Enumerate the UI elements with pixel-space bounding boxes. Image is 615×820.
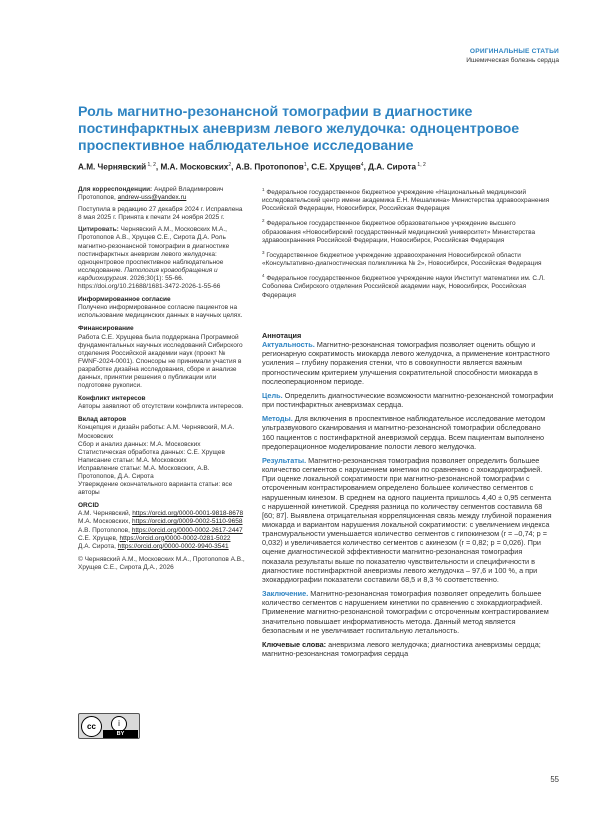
orcid-entry bbox=[78, 527, 246, 535]
cc-icon: cc bbox=[81, 716, 102, 737]
affiliation-number: 4 bbox=[262, 273, 265, 279]
orcid-author: С.Е. Хрущев, bbox=[78, 534, 120, 542]
abstract-paragraph bbox=[262, 414, 554, 451]
funding-heading: Финансирование bbox=[78, 325, 134, 333]
page-number: 55 bbox=[550, 775, 559, 784]
affiliation-text: Федеральное государственное бюджетное учреждение науки Институт математики им. С.Л. Соболева Сибирского отделения Российской академии наук, Новосибирск, Российская Федерация bbox=[262, 275, 545, 299]
affiliation-text: Федеральное государственное бюджетное учреждение «Национальный медицинский исследовательский центр имени академика Е.Н. Мешалкина» Министерства здравоохранения Российской Федерации, Новосибирск, Российская Федерация bbox=[262, 189, 550, 213]
author-affil: 1 bbox=[303, 162, 307, 168]
contributions-list bbox=[78, 424, 246, 497]
abstract-text: Магнитно-резонансная томография позволяет оценить общую и регионарную сократимость миокарда левого желудочка, а применение контрастного усиления – глубину поражения стенки, что в совокупности является важным прогностическим критерием улучшения сократительной способности миокарда в послеоперационном периоде. bbox=[262, 340, 550, 386]
citation bbox=[78, 226, 246, 291]
journal-section: ОРИГИНАЛЬНЫЕ СТАТЬИ bbox=[469, 48, 559, 55]
affiliation-text: Государственное бюджетное учреждение здравоохранения Новосибирской области «Консультативно-диагностическая поликлиника № 2», Новосибирск, Российская Федерация bbox=[262, 252, 542, 268]
correspondence-email-link[interactable]: andrew-uss@yandex.ru bbox=[117, 194, 187, 202]
orcid-entry bbox=[78, 543, 246, 551]
author-name: А.М. Чернявский bbox=[78, 162, 147, 172]
cc-by-label: BY bbox=[103, 730, 138, 738]
affiliation-text: Федеральное государственное бюджетное образовательное учреждение высшего образования «Новосибирский государственный медицинский университет» Министерства здравоохранения Российской Федерации, Новосибирск, Российская Федерация bbox=[262, 220, 536, 244]
author-separator: , bbox=[155, 162, 161, 172]
citation-text: Чернявский А.М., Московских М.А., Протопопов А.В., Хрущев С.Е., Сирота Д.А. Роль магнитно-резонансной томографии в диагностике постинфарктных аневризм левого желудочка: одноцентровое проспективное наблюдательное исследование. bbox=[78, 226, 230, 274]
author-list bbox=[78, 162, 426, 172]
funding-text: Работа С.Е. Хрущева была поддержана Программой фундаментальных научных исследований Сибирского отделения Российской академии наук (проект № FWNF-2024-0001). Спонсоры не принимали участия в разработке дизайна исследования, сборе и анализе данных, принятии решения о публикации или подготовке рукописи. bbox=[78, 333, 243, 390]
abstract-label: Заключение. bbox=[262, 589, 309, 599]
orcid-entry bbox=[78, 518, 246, 526]
abstract-text: Определить диагностические возможности магнитно-резонансной томографии при постинфарктных аневризмах сердца. bbox=[262, 390, 554, 410]
abstract-label: Методы. bbox=[262, 414, 293, 424]
orcid-link[interactable]: https://orcid.org/0009-0002-5110-9658 bbox=[132, 518, 243, 526]
keywords-label: Ключевые слова: bbox=[262, 639, 327, 649]
orcid-author: А.В. Протопопов, bbox=[78, 526, 132, 534]
author-affil: 2 bbox=[228, 162, 232, 168]
author-separator: , bbox=[231, 162, 236, 172]
affiliation-number: 2 bbox=[262, 218, 265, 224]
orcid-link[interactable]: https://orcid.org/0000-0002-2617-2447 bbox=[131, 526, 243, 534]
author-affil: 4 bbox=[360, 162, 364, 168]
author-affil: 1, 2 bbox=[146, 162, 156, 168]
abstract-label: Результаты. bbox=[262, 455, 307, 465]
orcid-link[interactable]: https://orcid.org/0000-0002-9940-3541 bbox=[117, 542, 229, 550]
abstract-text: Магнитно-резонансная томография позволяет определить большее количество сегментов с нарушением кинетики по сравнению с эхокардиографией. При оценке локальной сократимости при магнитно-резонансной томографии с отсроченным контрастированием определено большее количество сегментов с нарушенным кинезом. В среднем на одного пациента пришлось 4,40 ± 0,95 сегмента с нарушенной кинетикой. Средняя разница по количеству сегментов составила 68 [60; 87]. Выявлена отрицательная корреляционная связь между глубиной поражения миокарда и вариантом нарушения локальной сократимости: с увеличением индекса трансмуральности уменьшается количество сегментов с гипокинезом (r = –0,74; p = 0,032) и увеличивается количество сегментов с акинезом (r = 0,82; p = 0,026). При оценке диагностической эффективности магнитно-резонансная томография показала результаты выше по показателю чувствительности и специфичности в диагностике постинфарктной аневризмы левого желудочка – 97,6 и 100 %, а при эхокардиографии показатели составили 68,5 и 8,3 % соответственно. bbox=[262, 455, 552, 584]
abstract-label: Актуальность. bbox=[262, 340, 315, 350]
contribution-line: Утверждение окончательного варианта статьи: все авторы bbox=[78, 481, 233, 497]
affiliation bbox=[262, 217, 554, 244]
citation-label: Цитировать: bbox=[78, 226, 119, 234]
correspondence-label: Для корреспонденции: bbox=[78, 186, 153, 193]
author-separator: , bbox=[306, 162, 312, 172]
journal-subsection: Ишемическая болезнь сердца bbox=[466, 57, 559, 64]
contribution-line: Сбор и анализ данных: М.А. Московских bbox=[78, 440, 201, 448]
keywords bbox=[262, 640, 554, 658]
affiliations bbox=[262, 186, 554, 304]
affiliation bbox=[262, 186, 554, 213]
contribution-line: Написание статьи: М.А. Московских bbox=[78, 456, 187, 464]
orcid-author: М.А. Московских, bbox=[78, 518, 133, 526]
contributions-heading: Вклад авторов bbox=[78, 416, 127, 424]
abstract-text: Магнитно-резонансная томография позволяет определить большее количество сегментов с нарушением кинетики по сравнению с эхокардиографией. Применение магнитно-резонансной томографии с отсроченным контрастированием значительно повышает информативность метода. Данный метод является безопасным и не увеличивает госпитальную летальность. bbox=[262, 589, 549, 635]
conflict-text: Авторы заявляют об отсутствии конфликта интересов. bbox=[78, 403, 244, 411]
author-name: Д.А. Сирота bbox=[368, 162, 417, 172]
consent-heading: Информированное согласие bbox=[78, 296, 171, 304]
conflict-heading: Конфликт интересов bbox=[78, 395, 146, 403]
left-info-column bbox=[78, 186, 246, 576]
abstract-paragraph bbox=[262, 391, 554, 409]
contribution-line: Исправление статьи: М.А. Московских, А.В. Протопопов, Д.А. Сирота bbox=[78, 464, 210, 480]
orcid-entry bbox=[78, 535, 246, 543]
contribution-line: Статистическая обработка данных: С.Е. Хрущев bbox=[78, 448, 225, 456]
orcid-entry bbox=[78, 510, 246, 518]
abstract-text: Для включения в проспективное наблюдательное исследование методом ультразвукового сканирования и магнитно-резонансной томографии обследовано 160 пациентов с постинфарктной аневризмой сердца. Всем пациентам выполнено предоперационное моделирование полости левого желудочка. bbox=[262, 414, 546, 451]
author-affil: 1, 2 bbox=[416, 162, 426, 168]
abstract-paragraph bbox=[262, 456, 554, 584]
abstract-paragraph bbox=[262, 589, 554, 635]
consent-text: Получено информированное согласие пациентов на использование медицинских данных в научных целях. bbox=[78, 304, 243, 320]
author-name: М.А. Московских bbox=[160, 162, 229, 172]
received-dates: Поступила в редакцию 27 декабря 2024 г. Исправлена 8 мая 2025 г. Принята к печати 24 ноября 2025 г. bbox=[78, 206, 243, 222]
correspondence-text: Андрей Владимирович Протопопов, bbox=[78, 186, 224, 202]
copyright: © Чернявский А.М., Московских М.А., Протопопов А.В., Хрущев С.Е., Сирота Д.А., 2026 bbox=[78, 555, 245, 571]
orcid-link[interactable]: https://orcid.org/0000-0002-0281-5022 bbox=[119, 534, 231, 542]
orcid-author: А.М. Чернявский, bbox=[78, 510, 133, 518]
citation-journal: Патология кровообращения и кардиохирургия bbox=[78, 266, 218, 282]
affiliation bbox=[262, 249, 554, 268]
citation-tail: . 2026;30(1): 55-66. bbox=[126, 274, 184, 282]
contribution-line: Концепция и дизайн работы: А.М. Чернявский, М.А. Московских bbox=[78, 424, 235, 440]
affiliation-number: 3 bbox=[262, 249, 265, 255]
orcid-author: Д.А. Сирота, bbox=[78, 542, 118, 550]
article-title: Роль магнитно-резонансной томографии в диагностике постинфарктных аневризм левого желудочка: одноцентровое проспективное наблюдательное исследование bbox=[78, 104, 520, 154]
author-name: А.В. Протопопов bbox=[235, 162, 304, 172]
affiliation-number: 1 bbox=[262, 187, 265, 192]
keywords-text: аневризма левого желудочка; диагностика аневризмы сердца; магнитно-резонансная томография сердца bbox=[262, 639, 541, 658]
orcid-heading: ORCID bbox=[78, 502, 99, 510]
orcid-link[interactable]: https://orcid.org/0000-0001-9818-8678 bbox=[132, 510, 244, 518]
correspondence bbox=[78, 186, 246, 202]
abstract-label: Цель. bbox=[262, 390, 283, 400]
orcid-list bbox=[78, 510, 246, 550]
abstract-paragraph bbox=[262, 340, 554, 386]
author-name: С.Е. Хрущев bbox=[311, 162, 361, 172]
cc-by-license-badge[interactable] bbox=[78, 713, 140, 739]
affiliation bbox=[262, 272, 554, 299]
abstract-heading: Аннотация bbox=[262, 331, 302, 340]
abstract bbox=[262, 331, 554, 663]
citation-doi-link[interactable]: https://doi.org/10.21688/1681-3472-2026-1-55-66 bbox=[78, 283, 221, 291]
author-separator: , bbox=[363, 162, 369, 172]
attribution-person-icon: i bbox=[111, 716, 127, 732]
